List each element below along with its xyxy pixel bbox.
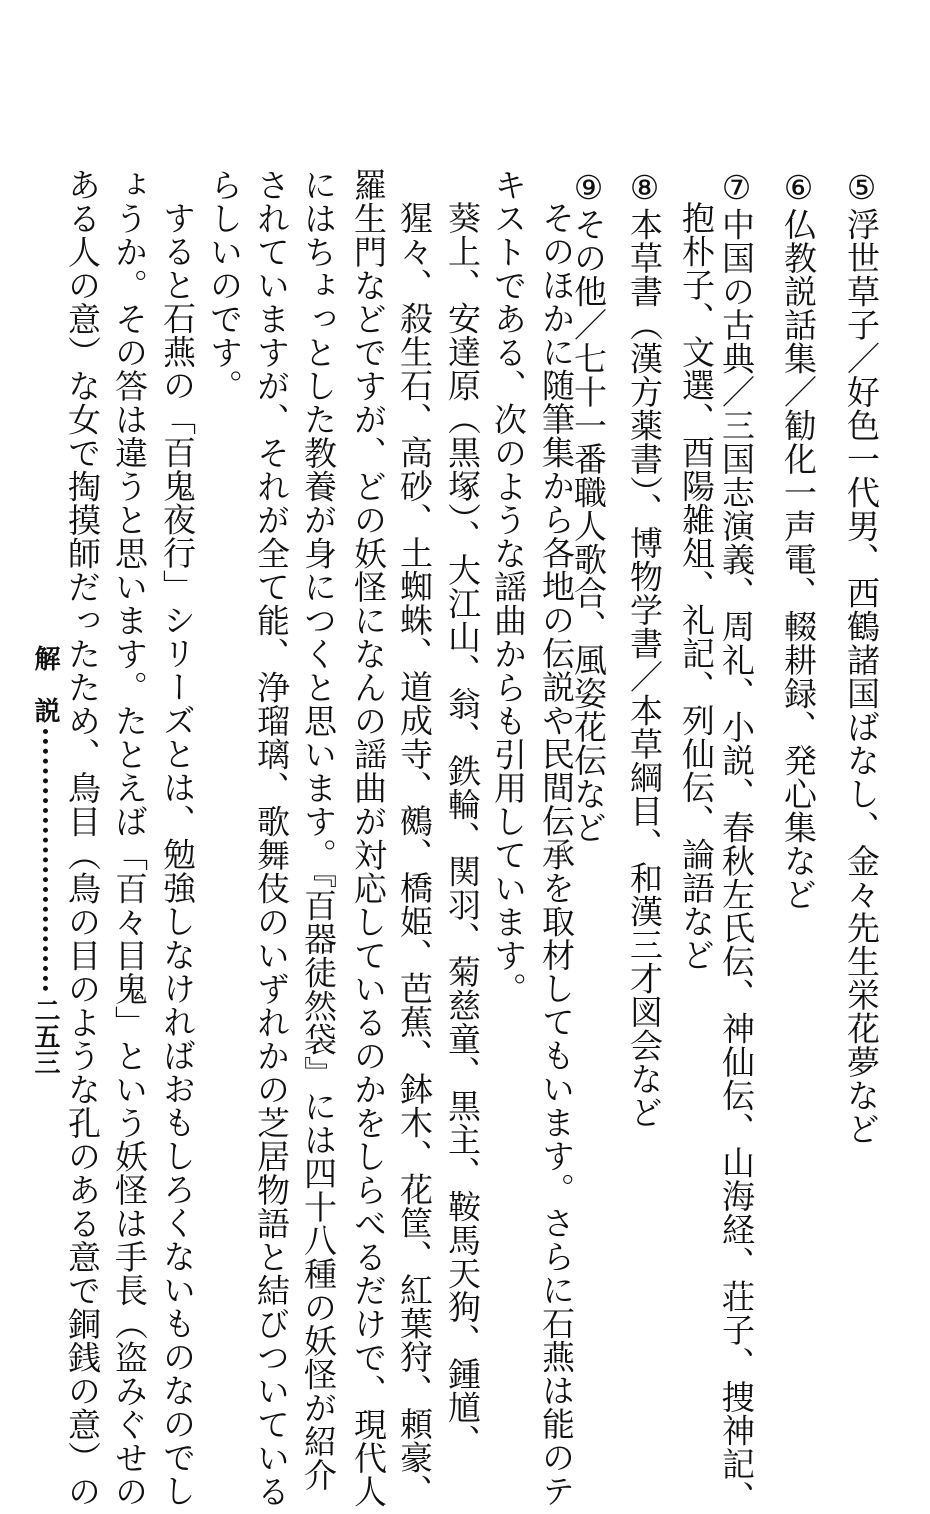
list-marker: ⑤ (845, 168, 878, 208)
paragraph-text: 猩々、殺生石、高砂、土蜘蛛、道成寺、鵺、橋姫、芭蕉、鉢木、花筐、紅葉狩、頼豪、 (395, 201, 434, 1508)
section-title: 解 説 (32, 645, 58, 723)
paragraph-text: 葵上、安達原（黒塚）、大江山、翁、鉄輪、関羽、菊慈童、黒主、鞍馬天狗、鍾馗、 (443, 201, 482, 1458)
list-item-8 (628, 168, 661, 1129)
list-marker: ⑥ (782, 168, 815, 208)
paragraph-text: キストである、次のような謡曲からも引用しています。 (489, 168, 528, 1006)
paragraph-text: にはちょっとした教養が身につくと思います。『百器徒然袋』には四十八種の妖怪が紹介 (299, 168, 338, 1492)
paragraph-line (255, 168, 288, 1508)
running-head (32, 645, 58, 1075)
paragraph-text: ょうか。その答は違うと思います。たとえば「百々目鬼」という妖怪は手長（盗みぐせの (110, 168, 149, 1508)
list-marker: ⑧ (628, 168, 661, 208)
paragraph-text: 羅生門などですが、どの妖怪になんの謡曲が対応しているのかをしらべるだけで、現代人 (349, 168, 388, 1508)
list-item-text: 本草書（漢方薬書）、博物学書／本草綱目、和漢三才図会など (625, 208, 664, 1130)
list-item-text: 仏教説話集／勧化一声電、輟耕録、発心集など (779, 208, 818, 912)
noh-list-line (446, 201, 479, 1458)
list-item-text: その他／七十一番職人歌合、風姿花伝など (569, 208, 608, 845)
paragraph-line (352, 168, 385, 1508)
list-marker: ⑦ (720, 168, 753, 208)
paragraph-text: そのほかに随筆集から各地の伝説や民間伝承を取材してもいます。さらに石燕は能のテ (537, 201, 576, 1508)
list-item-7 (720, 168, 753, 1514)
list-marker: ⑨ (572, 168, 605, 208)
list-item-text: 中国の古典／三国志演義、周礼、小説、春秋左氏伝、神仙伝、山海経、荘子、捜神記、 (717, 208, 756, 1514)
paragraph-text: らしいのです。 (205, 168, 244, 403)
list-item-text: 浮世草子／好色一代男、西鶴諸国ばなし、金々先生栄花夢など (842, 208, 881, 1146)
list-item-7-continuation (680, 201, 713, 972)
list-item-text: 抱朴子、文選、酉陽雑俎、礼記、列仙伝、論語など (677, 201, 716, 972)
paragraph-line (113, 168, 146, 1508)
paragraph-line (540, 201, 573, 1508)
paragraph-text: されていますが、それが全て能、浄瑠璃、歌舞伎のいずれかの芝居物語と結びついている (252, 168, 291, 1508)
paragraph-text: ある人の意）な女で掏摸師だったため、鳥目（鳥の目のような孔のある意で銅銭の意）の (63, 168, 102, 1508)
leader-dots (43, 729, 48, 991)
list-item-5 (845, 168, 878, 1146)
noh-list-line (398, 201, 431, 1508)
paragraph-line (302, 168, 335, 1492)
paragraph-line (161, 201, 194, 1508)
paragraph-line (492, 168, 525, 1006)
paragraph-line (66, 168, 99, 1508)
paragraph-text: すると石燕の「百鬼夜行」シリーズとは、勉強しなければおもしろくないものなのでし (158, 201, 197, 1508)
paragraph-line (208, 168, 241, 403)
list-item-9 (572, 168, 605, 844)
list-item-6 (782, 168, 815, 911)
page-number: 二五三 (32, 997, 58, 1075)
